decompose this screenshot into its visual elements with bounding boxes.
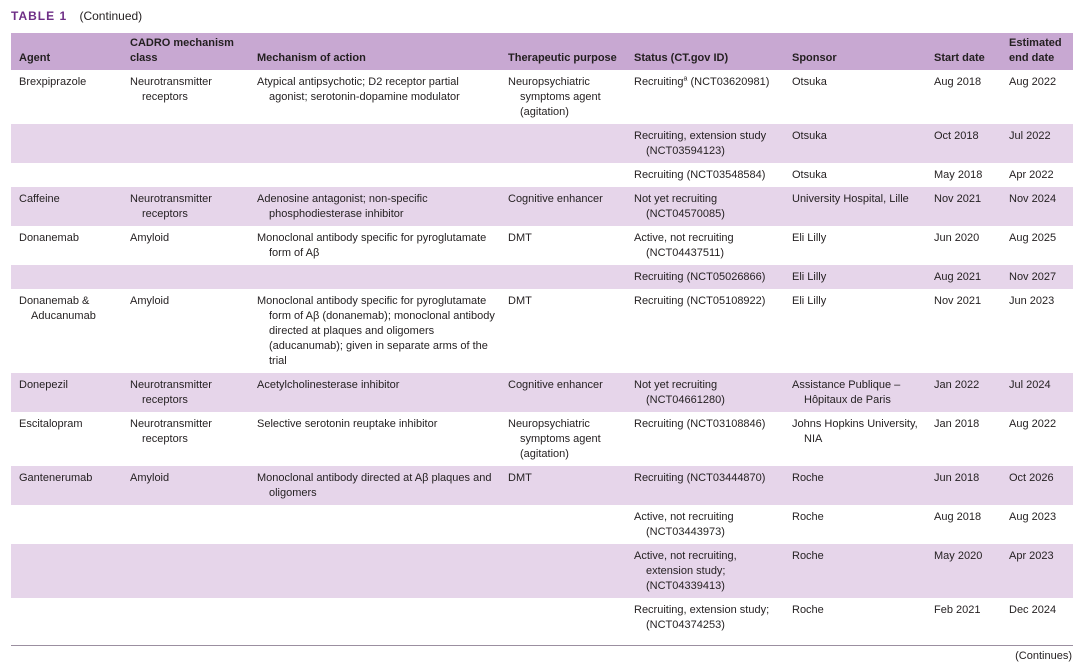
cell-status: Active, not recruiting (NCT04437511) [634, 232, 734, 259]
cell-end: Nov 2024 [1001, 187, 1073, 226]
cell-mechanism [249, 163, 500, 187]
table-row [11, 373, 1073, 412]
cell-sponsor: Eli Lilly [792, 232, 827, 244]
table-row [11, 412, 1073, 466]
header-purpose: Therapeutic purpose [500, 33, 626, 70]
cell-purpose [500, 598, 626, 637]
cell-purpose [500, 505, 626, 544]
cell-purpose: DMT [508, 232, 532, 244]
table-row [11, 163, 1073, 187]
cell-agent: Gantenerumab [11, 466, 122, 505]
cell-start: Nov 2021 [926, 187, 1001, 226]
cell-mechanism [249, 265, 500, 289]
cell-cadro [122, 505, 249, 544]
cell-end: Aug 2022 [1009, 418, 1057, 430]
cell-end: Aug 2022 [1009, 76, 1057, 88]
cell-cadro: Neurotransmitter receptors [122, 187, 249, 226]
table-row [11, 598, 1073, 637]
cell-agent: Caffeine [11, 187, 122, 226]
cell-cadro [122, 544, 249, 598]
cell-cadro: Amyloid [130, 232, 170, 244]
table-row [11, 466, 1073, 505]
cell-agent [11, 265, 122, 289]
cell-agent [11, 598, 122, 637]
cell-cadro [122, 163, 249, 187]
table-row [11, 187, 1073, 226]
cell-end: Nov 2027 [1001, 265, 1073, 289]
cell-status: Recruiting (NCT03548584) [634, 169, 766, 181]
table-row [11, 70, 1073, 124]
cell-start: Jun 2020 [934, 232, 980, 244]
cell-sponsor: Johns Hopkins University, NIA [792, 418, 918, 445]
status-text: Recruiting [634, 76, 684, 88]
cell-agent [11, 124, 122, 163]
cell-cadro: Neurotransmitter receptors [130, 76, 212, 103]
cell-mechanism [249, 124, 500, 163]
table-label: TABLE 1 [11, 9, 68, 23]
header-cadro: CADRO mechanism class [122, 33, 249, 70]
table-row [11, 544, 1073, 598]
cell-cadro: Neurotransmitter receptors [122, 373, 249, 412]
cell-start: Jan 2022 [926, 373, 1001, 412]
table-row [11, 124, 1073, 163]
cell-agent: Donepezil [11, 373, 122, 412]
cell-mechanism: Acetylcholinesterase inhibitor [249, 373, 500, 412]
cell-mechanism: Atypical antipsychotic; D2 receptor partial agonist; serotonin-dopamine modulator [257, 76, 460, 103]
cell-status: Not yet recruiting (NCT04570085) [626, 187, 784, 226]
cell-sponsor: Roche [784, 544, 926, 598]
cell-agent: Donanemab & Aducanumab [19, 295, 96, 322]
cell-sponsor: Roche [792, 511, 824, 523]
cell-start: Aug 2018 [934, 511, 982, 523]
cell-purpose: Cognitive enhancer [500, 187, 626, 226]
cell-cadro: Amyloid [130, 295, 170, 307]
cell-agent [11, 505, 122, 544]
cell-sponsor: Roche [792, 604, 824, 616]
cell-status: Recruiting, extension study (NCT03594123) [626, 124, 784, 163]
cell-end: Aug 2025 [1009, 232, 1057, 244]
status-id: (NCT03620981) [690, 76, 770, 88]
cell-end: Oct 2026 [1001, 466, 1073, 505]
cell-purpose [500, 544, 626, 598]
cell-end: Aug 2023 [1009, 511, 1057, 523]
cell-sponsor: Eli Lilly [784, 265, 926, 289]
cell-purpose [500, 124, 626, 163]
cell-sponsor: University Hospital, Lille [784, 187, 926, 226]
cell-start: May 2020 [926, 544, 1001, 598]
cell-purpose: Neuropsychiatric symptoms agent (agitation) [508, 418, 601, 460]
cell-status: Active, not recruiting, extension study; (NCT04339413) [626, 544, 784, 598]
cell-cadro [122, 265, 249, 289]
cell-sponsor: Otsuka [792, 169, 827, 181]
continued-note: (Continued) [79, 9, 143, 23]
cell-end: Jun 2023 [1009, 295, 1055, 307]
cell-sponsor: Eli Lilly [792, 295, 827, 307]
cell-agent: Donanemab [19, 232, 79, 244]
cell-end: Apr 2023 [1001, 544, 1073, 598]
continues-note: (Continues) [1015, 650, 1072, 662]
cell-sponsor: Otsuka [784, 124, 926, 163]
clinical-trials-table [11, 33, 1073, 637]
cell-cadro: Neurotransmitter receptors [130, 418, 212, 445]
cell-status: Active, not recruiting (NCT03443973) [634, 511, 734, 538]
header-agent: Agent [11, 33, 122, 70]
cell-mechanism: Monoclonal antibody specific for pyroglutamate form of Aβ [257, 232, 487, 259]
header-sponsor: Sponsor [784, 33, 926, 70]
cell-end: Dec 2024 [1009, 604, 1057, 616]
cell-mechanism [249, 544, 500, 598]
cell-purpose: Neuropsychiatric symptoms agent (agitation) [508, 76, 601, 118]
cell-sponsor: Otsuka [792, 76, 827, 88]
cell-end: Jul 2022 [1001, 124, 1073, 163]
header-start: Start date [926, 33, 1001, 70]
cell-start: Feb 2021 [934, 604, 981, 616]
cell-agent [11, 163, 122, 187]
cell-mechanism: Monoclonal antibody directed at Aβ plaques and oligomers [249, 466, 500, 505]
cell-mechanism: Monoclonal antibody specific for pyroglutamate form of Aβ (donanemab); monoclonal antibody directed at plaques and oligomers (aducanumab); given in separate arms of the trial [257, 295, 495, 367]
footnote-marker: a [683, 75, 688, 83]
cell-start: Oct 2018 [926, 124, 1001, 163]
cell-mechanism: Selective serotonin reuptake inhibitor [257, 418, 438, 430]
cell-cadro [122, 124, 249, 163]
header-row [11, 33, 1073, 70]
cell-start: May 2018 [934, 169, 983, 181]
cell-cadro [122, 598, 249, 637]
cell-mechanism [249, 505, 500, 544]
table-bottom-rule [11, 645, 1073, 646]
table-row [11, 505, 1073, 544]
cell-start: Aug 2021 [926, 265, 1001, 289]
cell-start: Aug 2018 [934, 76, 982, 88]
cell-agent [11, 544, 122, 598]
cell-status: Recruiting, extension study; (NCT04374253) [634, 604, 770, 631]
cell-status: Not yet recruiting (NCT04661280) [626, 373, 784, 412]
cell-purpose [500, 163, 626, 187]
header-status: Status (CT.gov ID) [626, 33, 784, 70]
cell-status: Recruiting (NCT05026866) [626, 265, 784, 289]
cell-mechanism [249, 598, 500, 637]
cell-status [626, 70, 784, 124]
cell-purpose: DMT [508, 295, 532, 307]
table-row [11, 289, 1073, 373]
cell-start: Jun 2018 [926, 466, 1001, 505]
table-caption [11, 9, 142, 23]
cell-status: Recruiting (NCT03108846) [634, 418, 766, 430]
cell-cadro: Amyloid [122, 466, 249, 505]
cell-start: Nov 2021 [934, 295, 982, 307]
cell-purpose [500, 265, 626, 289]
cell-agent: Escitalopram [19, 418, 83, 430]
cell-purpose: DMT [500, 466, 626, 505]
cell-mechanism: Adenosine antagonist; non-specific phosphodiesterase inhibitor [249, 187, 500, 226]
header-end: Estimated end date [1001, 33, 1073, 70]
header-mechanism: Mechanism of action [249, 33, 500, 70]
table-row [11, 226, 1073, 265]
cell-purpose: Cognitive enhancer [500, 373, 626, 412]
cell-end: Jul 2024 [1001, 373, 1073, 412]
cell-sponsor: Assistance Publique – Hôpitaux de Paris [784, 373, 926, 412]
cell-agent: Brexpiprazole [19, 76, 87, 88]
table-row [11, 265, 1073, 289]
cell-sponsor: Roche [784, 466, 926, 505]
cell-start: Jan 2018 [934, 418, 980, 430]
cell-status: Recruiting (NCT03444870) [626, 466, 784, 505]
cell-status: Recruiting (NCT05108922) [634, 295, 766, 307]
cell-end: Apr 2022 [1009, 169, 1054, 181]
